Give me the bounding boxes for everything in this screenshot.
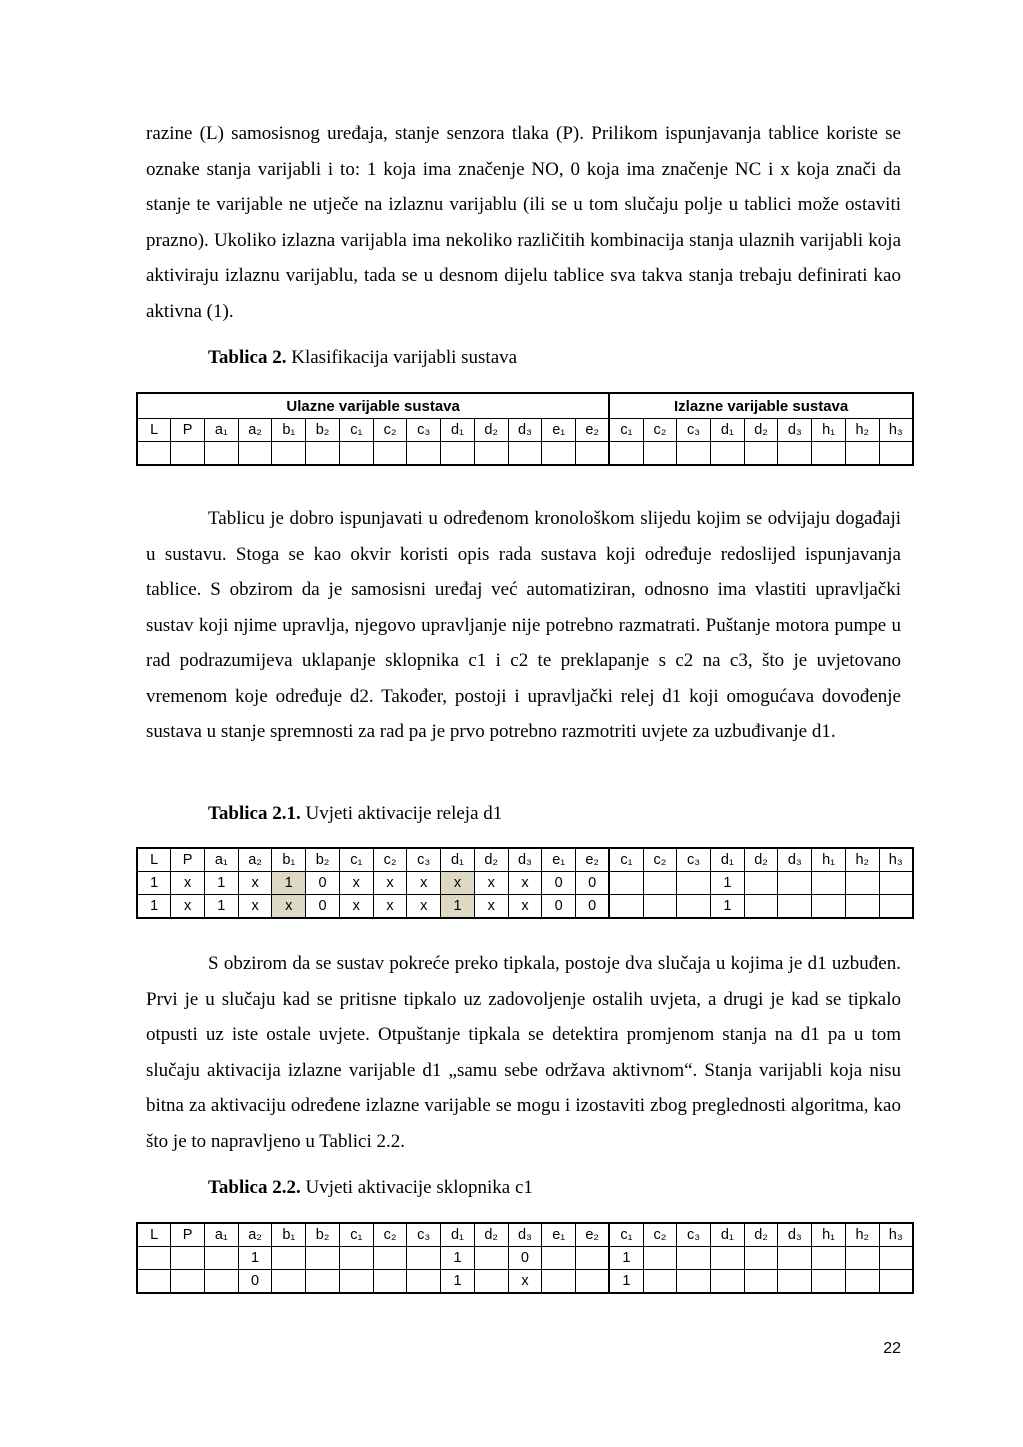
table-cell [204, 1247, 238, 1270]
input-variables-header: Ulazne varijable sustava [137, 393, 609, 419]
column-header: d₁ [441, 419, 475, 442]
table-cell: x [474, 872, 508, 895]
column-header: P [171, 848, 205, 872]
table-cell [373, 1270, 407, 1294]
table-cell [474, 1270, 508, 1294]
column-header: h₂ [845, 1223, 879, 1247]
table-cell [204, 442, 238, 466]
table-cell: 0 [542, 895, 576, 919]
table-cell [643, 872, 677, 895]
table-cell [744, 442, 778, 466]
table-cell [845, 895, 879, 919]
column-header: e₂ [576, 848, 610, 872]
table-cell: 1 [204, 895, 238, 919]
table-cell [677, 895, 711, 919]
column-header: d₂ [744, 419, 778, 442]
table-cell [137, 1247, 171, 1270]
column-header: h₂ [845, 419, 879, 442]
table-row [137, 1270, 913, 1294]
table-cell [609, 442, 643, 466]
table-cell: 0 [306, 895, 340, 919]
table-cell [542, 1247, 576, 1270]
table-cell: x [508, 872, 542, 895]
table-cell [744, 1247, 778, 1270]
column-header: e₂ [576, 1223, 610, 1247]
table-cell: 1 [441, 1270, 475, 1294]
table-cell [845, 442, 879, 466]
column-header: d₁ [710, 419, 744, 442]
table-row [137, 1247, 913, 1270]
caption-label: Tablica 2.2. [208, 1177, 301, 1198]
table-cell [508, 442, 542, 466]
column-header: c₂ [643, 1223, 677, 1247]
table-cell [778, 1247, 812, 1270]
column-header: h₁ [812, 848, 846, 872]
table-cell: 0 [576, 895, 610, 919]
column-header: c₂ [643, 419, 677, 442]
column-header: c₁ [609, 848, 643, 872]
column-header: c₃ [407, 419, 441, 442]
column-header: d₂ [744, 848, 778, 872]
column-header: c₂ [373, 1223, 407, 1247]
table-cell: 1 [710, 872, 744, 895]
table-cell [576, 1247, 610, 1270]
table-cell [778, 895, 812, 919]
column-header: c₁ [609, 419, 643, 442]
table-cell [778, 872, 812, 895]
column-header: b₁ [272, 1223, 306, 1247]
table-cell: 1 [710, 895, 744, 919]
table-cell [812, 1270, 846, 1294]
page-number: 22 [883, 1340, 901, 1357]
column-header: d₃ [508, 848, 542, 872]
column-header: d₂ [744, 1223, 778, 1247]
column-header: L [137, 419, 171, 442]
caption-text: Uvjeti aktivacije sklopnika c1 [300, 1177, 533, 1198]
table-cell: x [272, 895, 306, 919]
column-header: a₂ [238, 1223, 272, 1247]
column-header-row [137, 1223, 913, 1247]
caption-text: Uvjeti aktivacije releja d1 [300, 803, 503, 824]
column-header: d₃ [778, 419, 812, 442]
table-cell: x [407, 872, 441, 895]
caption-label: Tablica 2. [208, 347, 287, 368]
table-cell [272, 1247, 306, 1270]
paragraph-3: S obzirom da se sustav pokreće preko tipkala, postoje dva slučaja u kojima je d1 uzbuđen. Prvi je u slučaju kad se pritisne tipkalo uz zadovoljenje ostalih uvjeta, a drugi je kad se tipkalo otpusti uz iste ostale uvjete. Otpuštanje tipkala se detektira promjenom stanja na d1 pa u tom slučaju aktivacija izlazne varijable d1 „samu sebe održava aktivnom“. Stanja varijabli koja nisu bitna za aktivaciju određene izlazne varijable se mogu i izostaviti zbog preglednosti algoritma, kao što je to napravljeno u Tablici 2.2. [146, 953, 901, 1152]
table-cell: x [339, 895, 373, 919]
column-header: c₁ [339, 848, 373, 872]
table-cell [137, 442, 171, 466]
column-header: d₃ [778, 848, 812, 872]
table-cell [576, 1270, 610, 1294]
table-cell [272, 442, 306, 466]
table-cell [845, 1270, 879, 1294]
table-cell [171, 1247, 205, 1270]
column-header-row [137, 419, 913, 442]
column-header: a₂ [238, 419, 272, 442]
table-cell [306, 442, 340, 466]
table-cell [238, 442, 272, 466]
column-header: a₁ [204, 1223, 238, 1247]
table-cell: 1 [609, 1270, 643, 1294]
column-header: P [171, 1223, 205, 1247]
table-cell [812, 895, 846, 919]
table-cell [778, 442, 812, 466]
table-caption-2-2 [208, 1176, 533, 1200]
table-cell [373, 1247, 407, 1270]
caption-label: Tablica 2.1. [208, 803, 301, 824]
table-cell: x [407, 895, 441, 919]
column-header: b₂ [306, 419, 340, 442]
column-header: d₂ [474, 848, 508, 872]
table-cell [542, 442, 576, 466]
column-header: h₃ [879, 419, 913, 442]
table-cell: x [373, 872, 407, 895]
table-row [137, 872, 913, 895]
column-header: c₃ [407, 1223, 441, 1247]
column-header: h₂ [845, 848, 879, 872]
group-header-row [137, 393, 913, 419]
column-header: c₂ [643, 848, 677, 872]
table-cell [879, 895, 913, 919]
table-cell [171, 1270, 205, 1294]
table-cell: 0 [542, 872, 576, 895]
column-header: d₃ [508, 1223, 542, 1247]
contactor-c1-activation-table [136, 1222, 914, 1294]
table-cell [542, 1270, 576, 1294]
table-cell [306, 1247, 340, 1270]
table-cell [204, 1270, 238, 1294]
column-header: P [171, 419, 205, 442]
table-cell [441, 442, 475, 466]
column-header: c₁ [339, 1223, 373, 1247]
table-cell [643, 1247, 677, 1270]
column-header: a₂ [238, 848, 272, 872]
table-cell [339, 1247, 373, 1270]
table-cell [744, 1270, 778, 1294]
column-header: c₁ [339, 419, 373, 442]
column-header: c₃ [407, 848, 441, 872]
column-header: a₁ [204, 848, 238, 872]
column-header: c₃ [677, 419, 711, 442]
table-cell [879, 442, 913, 466]
table-cell: x [171, 872, 205, 895]
table-cell: 1 [137, 895, 171, 919]
table-cell [879, 1270, 913, 1294]
variables-classification-table [136, 392, 914, 466]
table-cell: x [508, 895, 542, 919]
column-header: d₁ [441, 848, 475, 872]
table-cell: 0 [508, 1247, 542, 1270]
table-cell [879, 872, 913, 895]
column-header: d₃ [778, 1223, 812, 1247]
table-cell [474, 1247, 508, 1270]
table-cell: x [441, 872, 475, 895]
table-cell [845, 1247, 879, 1270]
table-cell [677, 1270, 711, 1294]
caption-text: Klasifikacija varijabli sustava [286, 347, 518, 368]
column-header: b₂ [306, 1223, 340, 1247]
table-cell: 0 [238, 1270, 272, 1294]
column-header: b₂ [306, 848, 340, 872]
table-cell [643, 442, 677, 466]
table-cell [744, 895, 778, 919]
table-cell [710, 1247, 744, 1270]
table-cell: 1 [441, 1247, 475, 1270]
table-cell [474, 442, 508, 466]
table-cell: x [508, 1270, 542, 1294]
relay-d1-activation-table [136, 847, 914, 919]
table-cell: x [373, 895, 407, 919]
table-cell [407, 1270, 441, 1294]
column-header: d₁ [710, 848, 744, 872]
table-cell [609, 872, 643, 895]
table-caption-2-1 [208, 802, 502, 826]
column-header: c₃ [677, 848, 711, 872]
table-cell [609, 895, 643, 919]
output-variables-header: Izlazne varijable sustava [609, 393, 913, 419]
table-cell [677, 1247, 711, 1270]
column-header: c₁ [609, 1223, 643, 1247]
column-header: c₂ [373, 848, 407, 872]
table-cell [407, 1247, 441, 1270]
table-cell: 1 [137, 872, 171, 895]
table-cell [643, 1270, 677, 1294]
table-cell: 0 [576, 872, 610, 895]
column-header: e₁ [542, 1223, 576, 1247]
column-header: h₁ [812, 419, 846, 442]
table-cell: 0 [306, 872, 340, 895]
table-cell [778, 1270, 812, 1294]
table-cell [407, 442, 441, 466]
table-cell [137, 1270, 171, 1294]
column-header: d₂ [474, 419, 508, 442]
table-cell [171, 442, 205, 466]
table-caption-2 [208, 346, 517, 370]
column-header: L [137, 848, 171, 872]
table-cell [306, 1270, 340, 1294]
column-header: c₂ [373, 419, 407, 442]
table-cell: 1 [238, 1247, 272, 1270]
table-cell [812, 872, 846, 895]
table-cell [339, 1270, 373, 1294]
table-cell: x [171, 895, 205, 919]
table-cell [710, 442, 744, 466]
table-cell: 1 [441, 895, 475, 919]
table-cell: x [238, 872, 272, 895]
column-header: c₃ [677, 1223, 711, 1247]
column-header: b₁ [272, 419, 306, 442]
table-cell [845, 872, 879, 895]
column-header: e₁ [542, 848, 576, 872]
table-cell [373, 442, 407, 466]
table-cell [812, 1247, 846, 1270]
column-header: e₂ [576, 419, 610, 442]
table-cell: 1 [609, 1247, 643, 1270]
table-cell [812, 442, 846, 466]
column-header: d₃ [508, 419, 542, 442]
column-header: d₁ [441, 1223, 475, 1247]
paragraph-2: Tablicu je dobro ispunjavati u određenom kronološkom slijedu kojim se odvijaju događaji u sustavu. Stoga se kao okvir koristi opis rada sustava koji određuje redoslijed ispunjavanja tablice. S obzirom da je samosisni uređaj već automatiziran, odnosno ima vlastiti upravljački sustav koji njime upravlja, njegovo upravljanje nije potrebno razmatrati. Puštanje motora pumpe u rad podrazumijeva uklapanje sklopnika c1 i c2 te preklapanje s c2 na c3, što je uvjetovano vremenom koje određuje d2. Također, postoji i upravljački relej d1 koji omogućava dovođenje sustava u stanje spremnosti za rad pa je prvo potrebno razmotriti uvjete za uzbuđivanje d1. [146, 508, 901, 742]
table-row [137, 895, 913, 919]
column-header: h₁ [812, 1223, 846, 1247]
column-header-row [137, 848, 913, 872]
table-cell: 1 [204, 872, 238, 895]
column-header: e₁ [542, 419, 576, 442]
column-header: h₃ [879, 1223, 913, 1247]
column-header: d₂ [474, 1223, 508, 1247]
paragraph-1: razine (L) samosisnog uređaja, stanje senzora tlaka (P). Prilikom ispunjavanja tablice koriste se oznake stanja varijabli i to: 1 koja ima značenje NO, 0 koja ima značenje NC i x koja znači da stanje te varijable ne utječe na izlaznu varijablu (ili se u tom slučaju polje u tablici može ostaviti prazno). Ukoliko izlazna varijabla ima nekoliko različitih kombinacija stanja ulaznih varijabli koja aktiviraju izlaznu varijablu, tada se u desnom dijelu tablice sva takva stanja trebaju definirati kao aktivna (1). [146, 123, 901, 322]
table-cell: x [474, 895, 508, 919]
table-cell [879, 1247, 913, 1270]
table-cell [677, 442, 711, 466]
table-cell [339, 442, 373, 466]
column-header: a₁ [204, 419, 238, 442]
column-header: h₃ [879, 848, 913, 872]
table-cell [272, 1270, 306, 1294]
table-cell [576, 442, 610, 466]
table-cell: x [238, 895, 272, 919]
table-cell: x [339, 872, 373, 895]
table-cell [744, 872, 778, 895]
column-header: L [137, 1223, 171, 1247]
table-cell [677, 872, 711, 895]
table-cell: 1 [272, 872, 306, 895]
column-header: b₁ [272, 848, 306, 872]
column-header: d₁ [710, 1223, 744, 1247]
table-cell [643, 895, 677, 919]
table-cell [710, 1270, 744, 1294]
table-row [137, 442, 913, 466]
